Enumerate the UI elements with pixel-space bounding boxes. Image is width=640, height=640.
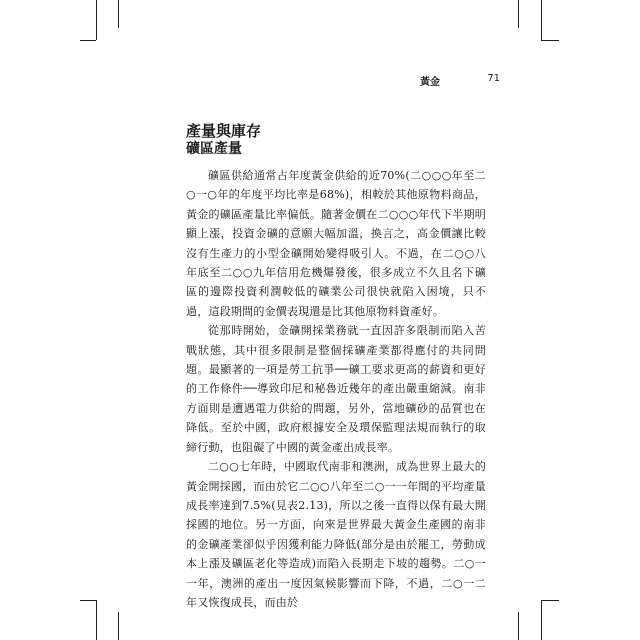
- crop-mark-top-right-v: [518, 0, 519, 28]
- page-number: 71: [487, 73, 500, 84]
- crop-mark-top-left-v2: [118, 0, 119, 28]
- section-title: 產量與庫存: [186, 122, 262, 140]
- crop-mark-top-left-v: [96, 0, 97, 40]
- running-head-title: 黃金: [420, 77, 440, 88]
- crop-mark-top-right-v2: [541, 0, 542, 40]
- crop-mark-bottom-right-v: [518, 612, 519, 640]
- paragraph-1: 礦區供給通常占年度黃金供給的近70%(二○○○年至二○一○年的年度平均比率是68%)，相較於其他原物料商品，黃金的礦區產量比率偏低。隨著金價在二○○○年代下半期明顯上漲，投資金礦的意願大幅加溫，換言之，高金價讓比較沒有生產力的小型金礦開始變得吸引人。不過，在二○○八年底至二○○九年信用危機爆發後，很多成立不久且名下礦區的邊際投資利潤較低的礦業公司很快就陷入困境，只不過，這段期間的金價表現還是比其他原物料資產好。: [186, 169, 486, 318]
- crop-mark-bottom-left-h: [80, 600, 96, 601]
- crop-mark-top-right-h: [541, 40, 559, 41]
- crop-mark-bottom-right-v2: [541, 600, 542, 640]
- crop-mark-bottom-left-v2: [118, 612, 119, 640]
- paragraph-2: 從那時開始，金礦開採業務就一直因許多限制而陷入苦戰狀態，其中很多限制是整個採礦產業都得應付的共同問題。最顯著的一項是勞工抗爭──礦工要求更高的薪資和更好的工作條件──導致印尼和秘魯近幾年的產出嚴重縮減。南非方面則是遭遇電力供給的問題，另外，當地礦砂的品質也在降低。至於中國，政府根據安全及環保監理法規而執行的取締行動，也阻礙了中國的黃金產出成長率。: [186, 324, 486, 454]
- body-text: [186, 166, 486, 612]
- paragraph-3: 二○○七年時，中國取代南非和澳洲，成為世界上最大的黃金開採國，而由於它二○○八年至二○一一年間的平均產量成長率達到7.5%(見表2.13)，所以之後一直得以保有最大開採國的地位。另一方面，向來是世界最大黃金生產國的南非的金礦產業卻似乎因獲利能力降低(部分是由於罷工，勞動成本上漲及礦區老化等造成)而陷入長期走下坡的趨勢。二○一一年，澳洲的產出一度因氣候影響而下降，不過，二○一二年又恢復成長，而由於: [186, 460, 486, 609]
- crop-mark-top-left-h: [80, 40, 96, 41]
- crop-mark-bottom-left-v: [96, 600, 97, 640]
- crop-mark-bottom-right-h: [541, 600, 559, 601]
- section: [186, 122, 486, 612]
- section-subtitle: 礦區產量: [186, 141, 242, 157]
- running-head: [420, 73, 500, 88]
